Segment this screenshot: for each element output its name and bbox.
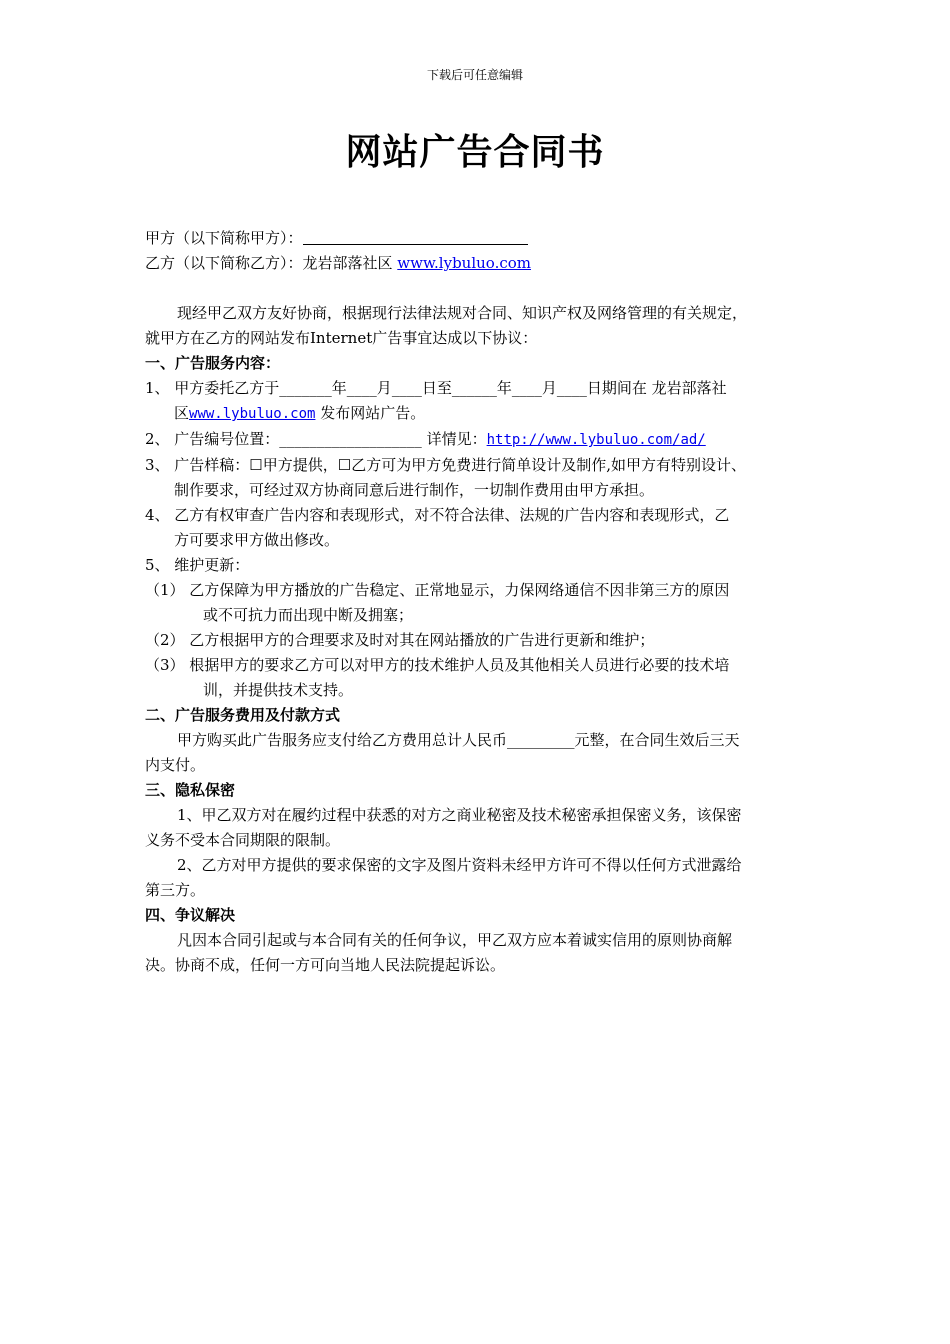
section-1-item-3-line-2: 制作要求，可经过双方协商同意后进行制作，一切制作费用由甲方承担。	[174, 481, 655, 499]
section-1-item-4-line-2: 方可要求甲方做出修改。	[174, 531, 340, 549]
party-a-line	[145, 226, 815, 251]
section-3-p2-line-2: 第三方。	[145, 881, 206, 899]
item-1-prefix: 区	[174, 404, 190, 422]
spacer	[145, 276, 815, 301]
section-3-p1-line-1: 1、甲乙双方对在履约过程中获悉的对方之商业秘密及技术秘密承担保密义务，该保密	[177, 806, 742, 824]
party-b-link[interactable]: www.lybuluo.com	[397, 254, 531, 272]
party-b-label: 乙方（以下简称乙方）：龙岩部落社区	[145, 254, 393, 272]
item-1-link[interactable]: www.lybuluo.com	[189, 406, 316, 422]
section-1-sub-3-line-1: （3） 根据甲方的要求乙方可以对甲方的技术维护人员及其他相关人员进行必要的技术培	[145, 656, 730, 674]
header-note: 下载后可任意编辑	[426, 68, 523, 82]
section-1-item-3-line-1: 3、 广告样稿：☐甲方提供，☐乙方可为甲方免费进行简单设计及制作,如甲方有特别设计、	[145, 456, 746, 474]
party-b-line	[145, 251, 815, 276]
party-a-blank[interactable]	[303, 228, 528, 245]
section-1-item-5: 5、 维护更新：	[145, 556, 250, 574]
item-2-text: 2、 广告编号位置：___________________ 详情见：	[145, 430, 487, 448]
section-2-para-line-2: 内支付。	[145, 756, 206, 774]
section-1-item-1-line-1: 1、 甲方委托乙方于_______年____月____日至______年____月____日期间在 龙岩部落社	[145, 379, 727, 397]
section-1-sub-2: （2） 乙方根据甲方的合理要求及时对其在网站播放的广告进行更新和维护；	[145, 631, 655, 649]
section-3-heading: 三、隐私保密	[145, 781, 236, 799]
section-3-p1-line-2: 义务不受本合同期限的限制。	[145, 831, 341, 849]
section-4-p-line-1: 凡因本合同引起或与本合同有关的任何争议，甲乙双方应本着诚实信用的原则协商解	[177, 931, 733, 949]
section-1-sub-1-line-1: （1） 乙方保障为甲方播放的广告稳定、正常地显示，力保网络通信不因非第三方的原因	[145, 581, 730, 599]
section-2-para-line-1: 甲方购买此广告服务应支付给乙方费用总计人民币_________元整，在合同生效后三天	[177, 731, 740, 749]
contract-body	[145, 226, 815, 978]
section-1-sub-1-line-2: 或不可抗力而出现中断及拥塞；	[203, 606, 414, 624]
section-1-item-1-line-2	[145, 401, 815, 427]
page-title: 网站广告合同书	[345, 132, 605, 173]
section-1-item-2	[145, 427, 815, 453]
party-a-label: 甲方（以下简称甲方）：	[145, 229, 303, 247]
section-2-heading: 二、广告服务费用及付款方式	[145, 706, 341, 724]
section-4-heading: 四、争议解决	[145, 906, 236, 924]
intro-line-1: 现经甲乙双方友好协商，根据现行法律法规对合同、知识产权及网络管理的有关规定，	[177, 304, 748, 322]
section-1-item-4-line-1: 4、 乙方有权审查广告内容和表现形式，对不符合法律、法规的广告内容和表现形式，乙	[145, 506, 730, 524]
section-1-sub-3-line-2: 训，并提供技术支持。	[203, 681, 354, 699]
section-3-p2-line-1: 2、乙方对甲方提供的要求保密的文字及图片资料未经甲方许可不得以任何方式泄露给	[177, 856, 742, 874]
item-2-link[interactable]: http://www.lybuluo.com/ad/	[486, 432, 706, 448]
section-1-heading: 一、广告服务内容：	[145, 354, 281, 372]
section-4-p-line-2: 决。协商不成，任何一方可向当地人民法院提起诉讼。	[145, 956, 506, 974]
item-1-suffix: 发布网站广告。	[315, 404, 426, 422]
intro-line-2: 就甲方在乙方的网站发布Internet广告事宜达成以下协议：	[145, 329, 538, 347]
